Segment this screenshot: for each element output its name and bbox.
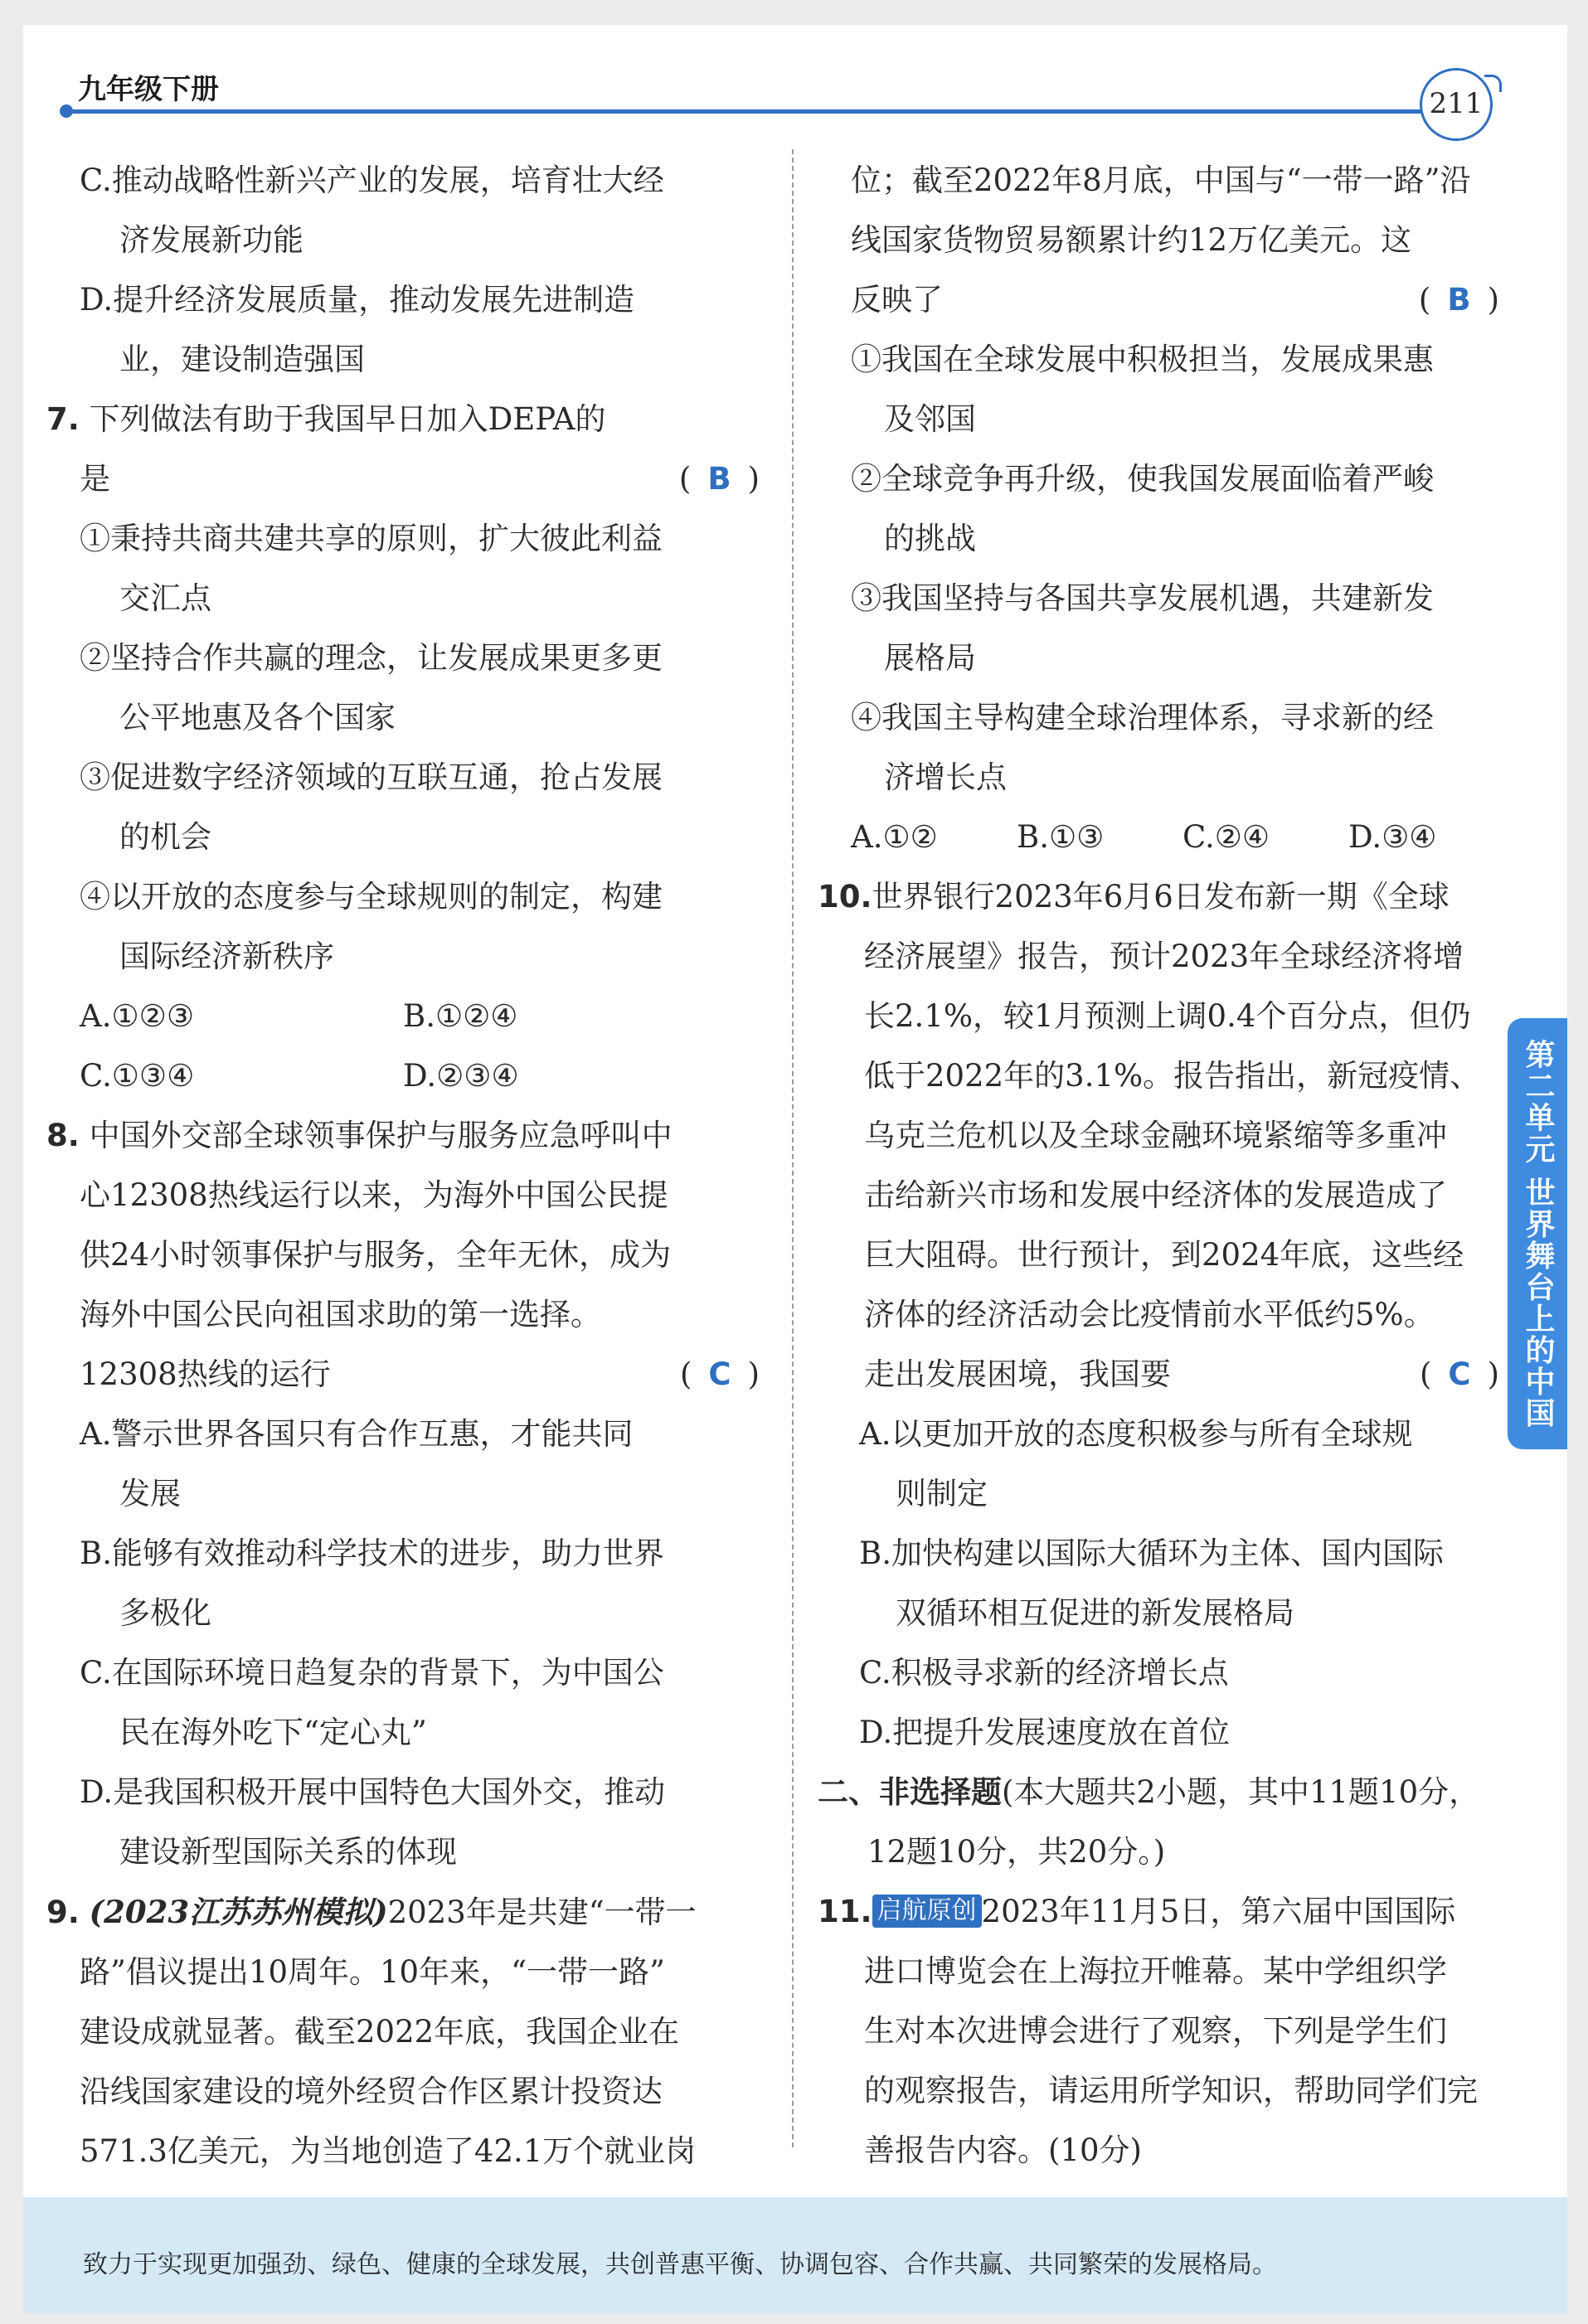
item-line: ③促进数字经济领域的互联互通，抢占发展	[80, 759, 663, 795]
question-line: 击给新兴市场和发展中经济体的发展造成了	[864, 1177, 1447, 1213]
q7-item-4	[80, 867, 760, 987]
question-line: 12308热线的运行	[80, 1356, 331, 1392]
question-number: 7.	[46, 401, 80, 437]
question-line: 巨大阻碍。世行预计，到2024年底，这些经	[864, 1237, 1464, 1273]
question-9-continued	[818, 151, 1499, 330]
question-line: 长2.1%，较1月预测上调0.4个百分点，但仍	[864, 998, 1471, 1034]
option-c: C.①③④	[80, 1058, 195, 1094]
option-line: D.把提升发展速度放在首位	[859, 1715, 1231, 1750]
answer-bracket: ( B )	[678, 461, 760, 497]
option-line: A.警示世界各国只有合作互惠，才能共同	[80, 1416, 634, 1452]
page-number-swoosh	[1484, 75, 1502, 92]
item-line: 的挑战	[884, 521, 976, 556]
q8-option-c	[80, 1643, 760, 1763]
item-line: 展格局	[884, 640, 976, 676]
question-6-tail	[80, 151, 760, 390]
page-number: 211	[1420, 68, 1493, 141]
question-number: 9.	[46, 1895, 80, 1930]
question-8	[46, 1106, 760, 1405]
question-line: 经济展望》报告，预计2023年全球经济将增	[864, 939, 1464, 974]
option-c-line1: C.推动战略性新兴产业的发展，培育壮大经	[80, 163, 664, 198]
section-note: (本大题共2小题，其中11题10分，	[1002, 1774, 1480, 1810]
option-line: 多极化	[119, 1595, 211, 1631]
q9-item-1	[818, 330, 1499, 449]
item-line: ④我国主导构建全球治理体系，寻求新的经	[851, 700, 1434, 735]
item-line: ②全球竞争再升级，使我国发展面临着严峻	[851, 461, 1434, 497]
option-d: D.②③④	[403, 1058, 519, 1094]
option-d: D.③④	[1348, 819, 1437, 855]
q9-item-4	[818, 688, 1499, 808]
question-line: 善报告内容。(10分)	[864, 2132, 1142, 2168]
q7-options-row-1	[80, 987, 760, 1046]
question-line: 海外中国公民向祖国求助的第一选择。	[80, 1297, 601, 1332]
question-stem-cont: 是	[80, 461, 110, 497]
question-line: 乌克兰危机以及全球金融环境紧缩等多重冲	[864, 1118, 1447, 1153]
original-badge: 启航原创	[872, 1895, 982, 1928]
question-stem: 下列做法有助于我国早日加入DEPA的	[89, 401, 606, 437]
option-line: A.以更加开放的态度积极参与所有全球规	[859, 1416, 1413, 1452]
question-line: 的观察报告，请运用所学知识，帮助同学们完	[864, 2073, 1478, 2108]
item-line: 的机会	[119, 819, 211, 855]
answer: B	[1447, 282, 1471, 318]
item-line: 济增长点	[884, 759, 1007, 795]
option-d-line2: 业，建设制造强国	[119, 342, 365, 377]
item-line: 国际经济新秩序	[119, 939, 334, 974]
option-a: A.①②	[851, 819, 938, 855]
option-line: 发展	[119, 1476, 181, 1511]
unit-side-tab: 第二单元 世界舞台上的中国	[1508, 1018, 1567, 1449]
option-a: A.①②③	[80, 998, 194, 1034]
q10-option-a	[818, 1405, 1499, 1524]
book-title: 九年级下册	[78, 73, 219, 106]
question-number: 11.	[818, 1894, 872, 1929]
q10-option-b	[818, 1524, 1499, 1643]
answer: C	[708, 1356, 731, 1392]
section-2-heading	[818, 1763, 1499, 1882]
answer: B	[707, 461, 731, 497]
item-line: 及邻国	[884, 401, 976, 437]
question-number: 8.	[46, 1118, 80, 1153]
question-line: 建设成就显著。截至2022年底，我国企业在	[80, 2014, 680, 2050]
question-line: 进口博览会在上海拉开帷幕。某中学组织学	[864, 1953, 1447, 1989]
option-line: C.积极寻求新的经济增长点	[859, 1655, 1229, 1691]
option-c-line2: 济发展新功能	[119, 222, 304, 258]
q9-item-2	[818, 449, 1499, 569]
q7-item-3	[80, 748, 760, 867]
question-7	[46, 390, 760, 509]
question-number: 10.	[818, 879, 872, 915]
item-line: 公平地惠及各个国家	[119, 700, 396, 735]
item-line: ①秉持共商共建共享的原则，扩大彼此利益	[80, 521, 663, 556]
question-line: 供24小时领事保护与服务，全年无休，成为	[80, 1237, 672, 1273]
right-column	[818, 151, 1499, 2181]
option-d-line1: D.提升经济发展质量，推动发展先进制造	[80, 282, 635, 318]
q8-option-b	[80, 1524, 760, 1643]
option-line: B.加快构建以国际大循环为主体、国内国际	[859, 1536, 1444, 1571]
question-11	[818, 1882, 1499, 2181]
question-line: 生对本次进博会进行了观察，下列是学生们	[864, 2013, 1447, 2049]
option-c	[80, 151, 760, 270]
item-line: ②坚持合作共赢的理念，让发展成果更多更	[80, 640, 663, 676]
option-b: B.①③	[1017, 819, 1105, 855]
item-line: ④以开放的态度参与全球规则的制定，构建	[80, 879, 663, 915]
q7-item-1	[80, 509, 760, 628]
question-line: 中国外交部全球领事保护与服务应急呼叫中	[89, 1118, 673, 1153]
option-line: D.是我国积极开展中国特色大国外交，推动	[80, 1774, 666, 1810]
header-rule	[66, 109, 1443, 114]
option-b: B.①②④	[403, 998, 518, 1034]
q9-options	[818, 808, 1499, 867]
answer-bracket: ( C )	[1419, 1356, 1499, 1392]
q7-options-row-2	[80, 1046, 760, 1106]
q7-item-2	[80, 628, 760, 748]
question-line: 位；截至2022年8月底，中国与“一带一路”沿	[851, 163, 1471, 198]
section-note-cont: 12题10分，共20分。)	[867, 1834, 1166, 1870]
question-line: 571.3亿美元，为当地创造了42.1万个就业岗	[80, 2133, 697, 2169]
option-line: 双循环相互促进的新发展格局	[896, 1595, 1294, 1631]
footer-slogan: 致力于实现更加强劲、绿色、健康的全球发展，共创普惠平衡、协调包容、合作共赢、共同繁荣的发展格局。	[83, 2250, 1277, 2279]
option-line: 建设新型国际关系的体现	[119, 1834, 457, 1870]
question-line: 低于2022年的3.1%。报告指出，新冠疫情、	[864, 1058, 1481, 1094]
answer: C	[1448, 1356, 1471, 1392]
q8-option-a	[80, 1405, 760, 1524]
question-line: 线国家货物贸易额累计约12万亿美元。这	[851, 222, 1412, 258]
q8-option-d	[80, 1763, 760, 1882]
item-line: 交汇点	[119, 580, 211, 616]
section-title: 二、非选择题	[818, 1774, 1002, 1810]
left-column	[46, 151, 760, 2181]
question-line: 反映了	[851, 282, 943, 318]
question-10	[818, 867, 1499, 1405]
question-line: 心12308热线运行以来，为海外中国公民提	[80, 1177, 668, 1213]
option-line: B.能够有效推动科学技术的进步，助力世界	[80, 1536, 664, 1571]
item-line: ③我国坚持与各国共享发展机遇，共建新发	[851, 580, 1434, 616]
answer-bracket: ( C )	[679, 1356, 760, 1392]
question-line: 沿线国家建设的境外经贸合作区累计投资达	[80, 2074, 663, 2109]
item-line: ①我国在全球发展中积极担当，发展成果惠	[851, 342, 1434, 377]
question-line: 济体的经济活动会比疫情前水平低约5%。	[864, 1297, 1435, 1332]
question-line: 2023年是共建“一带一	[387, 1895, 697, 1930]
option-line: 民在海外吃下“定心丸”	[119, 1715, 427, 1750]
column-divider	[792, 149, 794, 2147]
q9-item-3	[818, 569, 1499, 688]
q10-option-c	[818, 1643, 1499, 1703]
question-9	[46, 1882, 760, 2181]
question-line: 2023年11月5日，第六届中国国际	[981, 1894, 1456, 1929]
question-source: (2023江苏苏州模拟)	[89, 1894, 388, 1930]
option-d	[80, 270, 760, 390]
option-c: C.②④	[1183, 819, 1270, 855]
option-line: 则制定	[896, 1476, 988, 1511]
question-line: 路”倡议提出10周年。10年来，“一带一路”	[80, 1954, 665, 1990]
question-line: 世界银行2023年6月6日发布新一期《全球	[872, 879, 1450, 915]
answer-bracket: ( B )	[1418, 282, 1499, 318]
option-line: C.在国际环境日趋复杂的背景下，为中国公	[80, 1655, 664, 1691]
question-line: 走出发展困境，我国要	[864, 1356, 1171, 1392]
q10-option-d	[818, 1703, 1499, 1763]
